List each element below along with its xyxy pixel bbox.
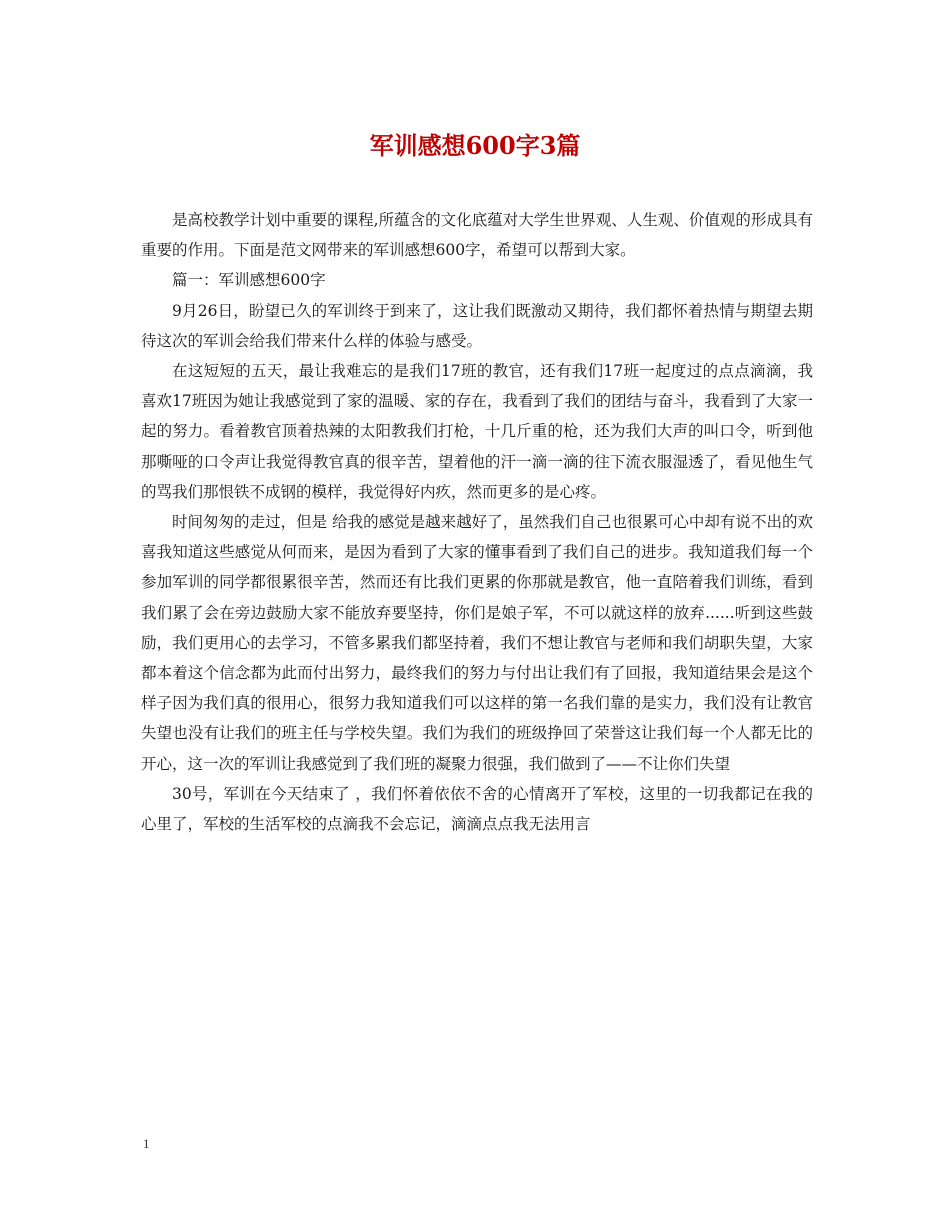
paragraph-progress: 时间匆匆的走过，但是 给我的感觉是越来越好了，虽然我们自己也很累可心中却有说不出的欢喜我知道这些感觉从何而来，是因为看到了大家的懂事看到了我们自己的进步。我知道我们每一个参加军训的同学都很累很辛苦，然而还有比我们更累的你那就是教官，他一直陪着我们训练，看到我们累了会在旁边鼓励大家不能放弃要坚持，你们是娘子军，不可以就这样的放弃......听到这些鼓励，我们更用心的去学习，不管多累我们都坚持着，我们不想让教官与老师和我们胡职失望，大家都本着这个信念都为此而付出努力，最终我们的努力与付出让我们有了回报，我知道结果会是这个样子因为我们真的很用心，很努力我知道我们可以这样的第一名我们靠的是实力，我们没有让教官失望也没有让我们的班主任与学校失望。我们为我们的班级挣回了荣誉这让我们每一个人都无比的开心，这一次的军训让我感觉到了我们班的凝聚力很强，我们做到了——不让你们失望 bbox=[141, 513, 813, 773]
paragraph-date: 9月26日，盼望已久的军训终于到来了，这让我们既激动又期待，我们都怀着热情与期望去期待这次的军训会给我们带来什么样的体验与感受。 bbox=[141, 301, 813, 350]
document-body bbox=[141, 205, 813, 839]
paragraph-intro: 是高校教学计划中重要的课程,所蕴含的文化底蕴对大学生世界观、人生观、价值观的形成具有重要的作用。下面是范文网带来的军训感想600字，希望可以帮到大家。 bbox=[141, 211, 813, 260]
paragraph-ending: 30号，军训在今天结束了 ，我们怀着依依不舍的心情离开了军校，这里的一切我都记在我的心里了，军校的生活军校的点滴我不会忘记，滴滴点点我无法用言 bbox=[141, 784, 813, 834]
document-title: 军训感想600字3篇 bbox=[369, 131, 581, 160]
page-number: 1 bbox=[143, 1136, 150, 1151]
paragraph-section-heading: 篇一：军训感想600字 bbox=[172, 271, 326, 290]
paragraph-instructor: 在这短短的五天，最让我难忘的是我们17班的教官，还有我们17班一起度过的点点滴滴，我喜欢17班因为她让我感觉到了家的温暖、家的存在，我看到了我们的团结与奋斗，我看到了大家一起的努力。看着教官顶着热辣的太阳教我们打枪，十几斤重的枪，还为我们大声的叫口令，听到他那嘶哑的口令声让我觉得教官真的很辛苦，望着他的汗一滴一滴的往下流衣服湿透了，看见他生气的骂我们那恨铁不成钢的模样，我觉得好内疚，然而更多的是心疼。 bbox=[141, 362, 813, 501]
